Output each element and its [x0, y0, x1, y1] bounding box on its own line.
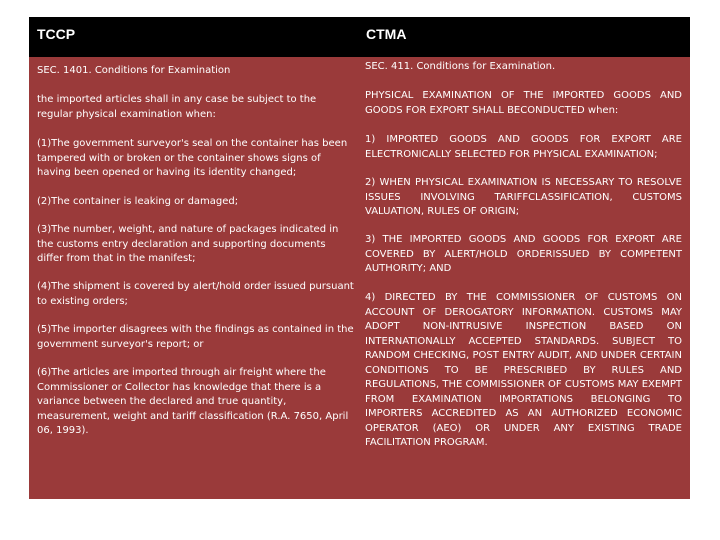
- ctma-intro: PHYSICAL EXAMINATION OF THE IMPORTED GOODS AND GOODS FOR EXPORT SHALL BECONDUCTED when:: [365, 90, 682, 116]
- tccp-condition-4: (4)The shipment is covered by alert/hold order issued pursuant to existing orders;: [37, 281, 354, 307]
- table-header: [29, 17, 690, 57]
- comparison-table: [29, 17, 690, 499]
- ctma-section-title: SEC. 411. Conditions for Examination.: [365, 61, 556, 72]
- tccp-section-title: SEC. 1401. Conditions for Examination: [37, 65, 231, 76]
- header-ctma: CTMA: [366, 26, 407, 42]
- ctma-condition-3: 3) THE IMPORTED GOODS AND GOODS FOR EXPORT ARE COVERED BY ALERT/HOLD ORDERISSUED BY COMPETENT AUTHORITY; AND: [365, 234, 682, 274]
- tccp-intro: the imported articles shall in any case be subject to the regular physical examination when:: [37, 94, 317, 120]
- tccp-condition-6: (6)The articles are imported through air freight where the Commissioner or Collector has knowledge that there is a variance between the declared and true quantity, measurement, weight and tariff classification (R.A. 7650, April 06, 1993).: [37, 367, 349, 436]
- tccp-condition-3: (3)The number, weight, and nature of packages indicated in the customs entry declaration and supporting documents differ from that in the manifest;: [37, 224, 339, 264]
- tccp-condition-2: (2)The container is leaking or damaged;: [37, 196, 239, 207]
- tccp-condition-5: (5)The importer disagrees with the findings as contained in the government surveyor's report; or: [37, 324, 354, 350]
- header-tccp: TCCP: [37, 26, 76, 42]
- ctma-condition-2: 2) WHEN PHYSICAL EXAMINATION IS NECESSARY TO RESOLVE ISSUES INVOLVING TARIFFCLASSIFICATION, CUSTOMS VALUATION, RULES OF ORIGIN;: [365, 177, 682, 217]
- ctma-condition-4: 4) DIRECTED BY THE COMMISSIONER OF CUSTOMS ON ACCOUNT OF DEROGATORY INFORMATION. CUSTOMS MAY ADOPT NON-INTRUSIVE INSPECTION BASED ON INTERNATIONALLY ACCEPTED STANDARDS. SUBJECT TO RANDOM CHECKING, POST ENTRY AUDIT, AND UNDER CERTAIN CONDITIONS TO BE PRESCRIBED BY RULES AND REGULATIONS, THE COMMISSIONER OF CUSTOMS MAY EXEMPT FROM EXAMINATION IMPORTATIONS BELONGING TO IMPORTERS ACCREDITED AS AN AUTHORIZED ECONOMIC OPERATOR (AEO) OR UNDER ANY EXISTING TRADE FACILITATION PROGRAM.: [365, 292, 682, 448]
- tccp-condition-1: (1)The government surveyor's seal on the container has been tampered with or broken or the container shows signs of having been opened or having its identity changed;: [37, 138, 348, 178]
- ctma-condition-1: 1) IMPORTED GOODS AND GOODS FOR EXPORT ARE ELECTRONICALLY SELECTED FOR PHYSICAL EXAMINATION;: [365, 134, 682, 160]
